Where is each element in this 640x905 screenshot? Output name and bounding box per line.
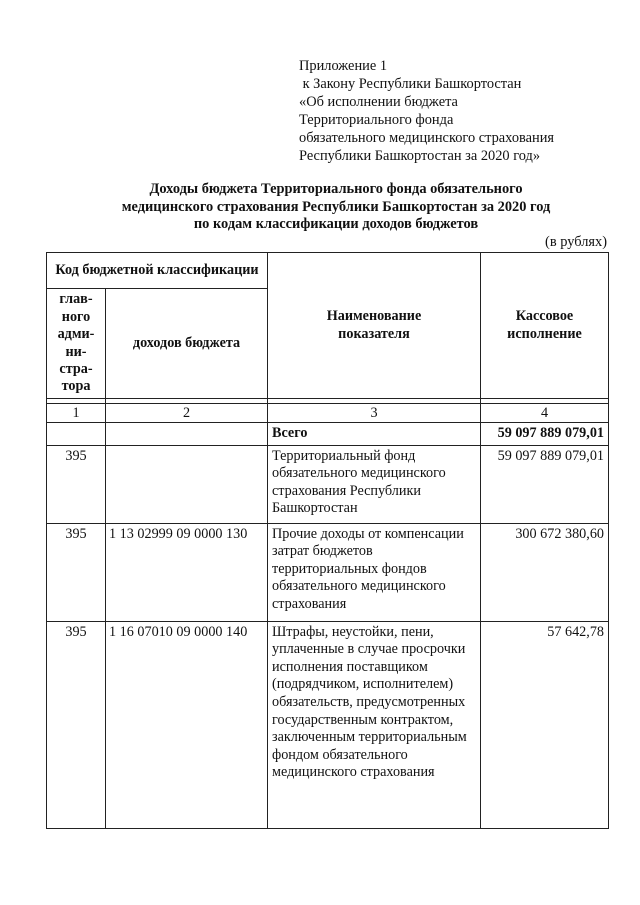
appendix-header bbox=[299, 57, 554, 165]
col-number: 4 bbox=[481, 404, 609, 423]
indicator-name: Территориальный фонд обязательного медицинского страхования Республики Башкортостан bbox=[268, 445, 481, 523]
cash-value: 57 642,78 bbox=[481, 621, 609, 828]
appendix-line: Территориального фонда bbox=[299, 112, 454, 128]
header-budget-income: доходов бюджета bbox=[106, 289, 268, 399]
document-title bbox=[60, 181, 612, 234]
title-line: Доходы бюджета Территориального фонда обязательного bbox=[149, 181, 523, 197]
header-main-admin: глав- ного адми- ни- стра- тора bbox=[47, 289, 106, 399]
admin-code: 395 bbox=[47, 621, 106, 828]
appendix-line: обязательного медицинского страхования bbox=[299, 130, 555, 146]
income-code: 1 16 07010 09 0000 140 bbox=[106, 621, 268, 828]
table-row bbox=[47, 621, 609, 828]
table-row bbox=[47, 445, 609, 523]
total-label: Всего bbox=[268, 423, 481, 446]
header-cash: Кассовое исполнение bbox=[481, 253, 609, 399]
admin-code: 395 bbox=[47, 523, 106, 621]
column-number-row bbox=[47, 404, 609, 423]
header-code-group: Код бюджетной классификации bbox=[47, 253, 268, 289]
title-line: по кодам классификации доходов бюджетов bbox=[193, 216, 479, 232]
appendix-line: Республики Башкортостан за 2020 год» bbox=[299, 148, 541, 164]
header-name: Наименование показателя bbox=[268, 253, 481, 399]
total-row bbox=[47, 423, 609, 446]
table-row bbox=[47, 523, 609, 621]
admin-code: 395 bbox=[47, 445, 106, 523]
col-number: 1 bbox=[47, 404, 106, 423]
income-table bbox=[46, 252, 609, 829]
title-line: медицинского страхования Республики Башкортостан за 2020 год bbox=[121, 198, 551, 215]
indicator-name: Штрафы, неустойки, пени, уплаченные в случае просрочки исполнения поставщиком (подрядчиком, исполнителем) обязательств, предусмотренных государственным контрактом, заключенным территориальным фондом обязательного медицинского страхования bbox=[268, 621, 481, 828]
appendix-line: «Об исполнении бюджета bbox=[299, 94, 458, 110]
col-number: 2 bbox=[106, 404, 268, 423]
col-number: 3 bbox=[268, 404, 481, 423]
cash-value: 59 097 889 079,01 bbox=[481, 445, 609, 523]
units-label: (в рублях) bbox=[545, 234, 607, 250]
appendix-line: к Закону Республики Башкортостан bbox=[299, 76, 522, 92]
cash-value: 300 672 380,60 bbox=[481, 523, 609, 621]
indicator-name: Прочие доходы от компенсации затрат бюджетов территориальных фондов обязательного медицинского страхования bbox=[268, 523, 481, 621]
income-code: 1 13 02999 09 0000 130 bbox=[106, 523, 268, 621]
total-value: 59 097 889 079,01 bbox=[481, 423, 609, 446]
income-code bbox=[106, 445, 268, 523]
appendix-line: Приложение 1 bbox=[299, 58, 388, 74]
